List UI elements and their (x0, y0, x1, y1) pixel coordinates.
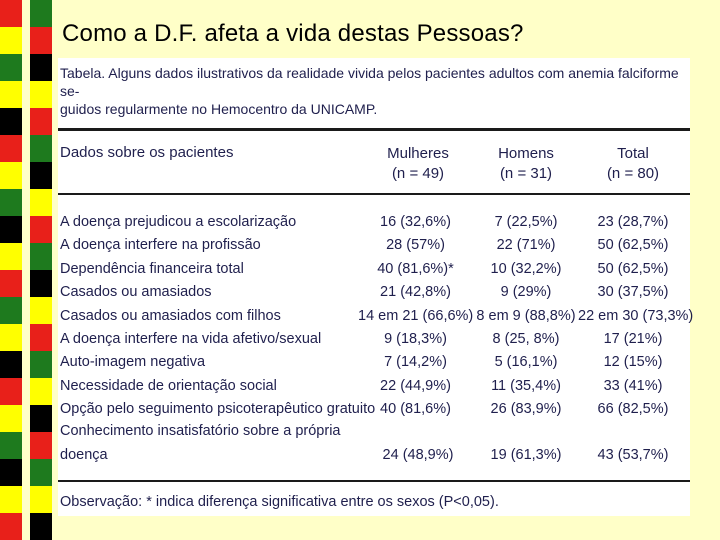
cell-men: 8 (25, 8%) (492, 331, 560, 347)
row-label: Necessidade de orientação social (60, 378, 277, 394)
header-total (583, 144, 683, 184)
stripe-segment (0, 216, 22, 243)
cell-total: 66 (82,5%) (597, 401, 669, 417)
row-label-knowledge-line-2: doença (60, 447, 108, 463)
stripe-segment (30, 54, 52, 81)
table-rule-bottom (58, 480, 690, 482)
cell-women: 14 em 21 (66,6%) (358, 308, 474, 324)
caption-line-1: Tabela. Alguns dados ilustrativos da realidade vivida pelos pacientes adultos com anemia falciforme se- (60, 65, 679, 99)
stripe-segment (30, 432, 52, 459)
row-label: Dependência financeira total (60, 261, 244, 277)
stripe-segment (30, 135, 52, 162)
header-total-name: Total (617, 145, 649, 162)
stripe-segment (0, 270, 22, 297)
stripe-segment (30, 378, 52, 405)
stripe-segment (30, 81, 52, 108)
cell-women: 16 (32,6%) (380, 214, 451, 230)
stripe-segment (0, 27, 22, 54)
decorative-stripe-left (0, 0, 22, 540)
stripe-segment (30, 486, 52, 513)
table-caption (60, 64, 688, 118)
cell-women: 28 (57%) (386, 237, 445, 253)
stripe-segment (30, 270, 52, 297)
cell-total: 43 (53,7%) (597, 447, 669, 463)
table-note: Observação: * indica diferença significativa entre os sexos (P<0,05). (60, 494, 499, 510)
stripe-segment (0, 432, 22, 459)
cell-total: 30 (37,5%) (597, 284, 669, 300)
stripe-segment (0, 135, 22, 162)
row-label-knowledge-line-1: Conhecimento insatisfatório sobre a própria (60, 423, 341, 439)
cell-women: 21 (42,8%) (380, 284, 451, 300)
cell-total: 50 (62,5%) (597, 237, 669, 253)
stripe-segment (0, 324, 22, 351)
table-rule-top (58, 128, 690, 131)
cell-women: 9 (18,3%) (384, 331, 447, 347)
header-women-n: (n = 49) (391, 165, 445, 182)
stripe-segment (0, 297, 22, 324)
stripe-segment (0, 459, 22, 486)
header-label: Dados sobre os pacientes (60, 144, 234, 161)
row-label: A doença prejudicou a escolarização (60, 214, 297, 230)
row-label: Casados ou amasiados com filhos (60, 308, 281, 324)
cell-total: 33 (41%) (603, 378, 663, 394)
header-women-name: Mulheres (387, 145, 449, 162)
cell-women: 40 (81,6%)* (377, 261, 454, 277)
row-label: Auto-imagem negativa (60, 354, 206, 370)
cell-men: 5 (16,1%) (494, 354, 558, 370)
cell-men: 11 (35,4%) (491, 378, 561, 394)
row-label: Casados ou amasiados (60, 284, 212, 300)
stripe-segment (30, 216, 52, 243)
header-men-name: Homens (498, 145, 554, 162)
stripe-segment (30, 459, 52, 486)
slide-title: Como a D.F. afeta a vida destas Pessoas? (62, 20, 524, 47)
cell-women: 40 (81,6%) (380, 401, 451, 417)
stripe-segment (0, 0, 22, 27)
stripe-segment (0, 108, 22, 135)
stripe-segment (30, 189, 52, 216)
cell-total: 23 (28,7%) (597, 214, 669, 230)
stripe-segment (0, 54, 22, 81)
stripe-segment (30, 297, 52, 324)
stripe-segment (0, 81, 22, 108)
stripe-segment (30, 27, 52, 54)
stripe-segment (0, 378, 22, 405)
stripe-segment (0, 486, 22, 513)
table-rule-header (58, 193, 690, 195)
cell-men: 10 (32,2%) (490, 261, 562, 277)
row-label: A doença interfere na profissão (60, 237, 261, 253)
cell-men: 7 (22,5%) (494, 214, 558, 230)
header-men (476, 144, 576, 184)
stripe-segment (0, 162, 22, 189)
cell-total: 22 em 30 (73,3%) (578, 308, 694, 324)
cell-men: 8 em 9 (88,8%) (476, 308, 576, 324)
cell-total: 50 (62,5%) (597, 261, 669, 277)
cell-men: 9 (29%) (500, 284, 552, 300)
header-total-n: (n = 80) (606, 165, 660, 182)
stripe-segment (0, 513, 22, 540)
cell-women: 24 (48,9%) (382, 447, 454, 463)
row-label: Opção pelo seguimento psicoterapêutico gratuito (60, 401, 376, 417)
caption-line-2: guidos regularmente no Hemocentro da UNICAMP. (60, 101, 378, 117)
cell-men: 22 (71%) (496, 237, 556, 253)
stripe-segment (0, 405, 22, 432)
cell-total: 17 (21%) (603, 331, 663, 347)
decorative-stripe-right (30, 0, 52, 540)
stripe-segment (30, 351, 52, 378)
stripe-segment (30, 324, 52, 351)
stripe-segment (0, 243, 22, 270)
stripe-segment (30, 108, 52, 135)
header-women (368, 144, 468, 184)
cell-total: 12 (15%) (603, 354, 663, 370)
stripe-segment (30, 162, 52, 189)
stripe-segment (0, 189, 22, 216)
row-label: A doença interfere na vida afetivo/sexual (60, 331, 322, 347)
stripe-segment (30, 513, 52, 540)
stripe-segment (30, 405, 52, 432)
table-panel (58, 58, 694, 516)
header-men-n: (n = 31) (499, 165, 553, 182)
cell-women: 7 (14,2%) (384, 354, 447, 370)
stripe-segment (30, 243, 52, 270)
stripe-segment (30, 0, 52, 27)
cell-men: 26 (83,9%) (490, 401, 562, 417)
cell-women: 22 (44,9%) (380, 378, 451, 394)
stripe-segment (0, 351, 22, 378)
cell-men: 19 (61,3%) (490, 447, 562, 463)
